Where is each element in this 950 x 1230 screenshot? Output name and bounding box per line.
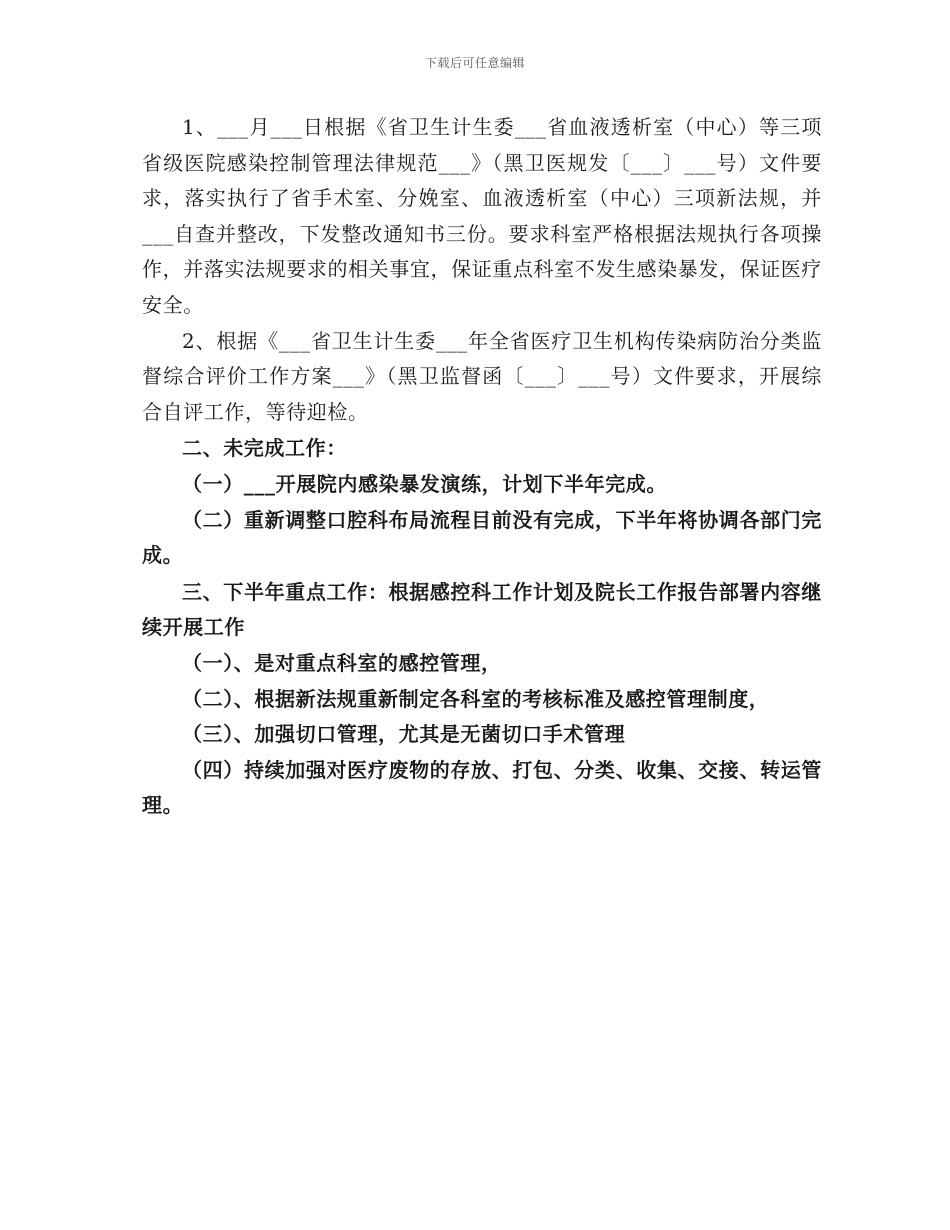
incomplete-item-1: （一）___开展院内感染暴发演练，计划下半年完成。 [182,471,667,496]
key-work-item-1: （一）、是对重点科室的感控管理， [182,650,502,675]
key-work-item-3: （三）、加强切口管理，尤其是无菌切口手术管理 [182,722,626,747]
paragraph-item-2: 2、根据《___省卫生计生委___年全省医疗卫生机构传染病防治分类监督综合评价工作方案___》（黑卫监督函〔___〕___号）文件要求，开展综合自评工作，等待迎检。 [142,328,822,424]
incomplete-item-2: （二）重新调整口腔科布局流程目前没有完成，下半年将协调各部门完成。 [142,507,822,568]
section-heading-incomplete-work: 二、未完成工作： [182,436,347,461]
document-body [142,110,822,824]
header-note: 下载后可任意编辑 [424,56,525,70]
key-work-item-4: （四）持续加强对医疗废物的存放、打包、分类、收集、交接、转运管理。 [142,757,822,818]
section-heading-key-work: 三、下半年重点工作：根据感控科工作计划及院长工作报告部署内容继续开展工作 [142,579,822,640]
paragraph-item-1: 1、___月___日根据《省卫生计生委___省血液透析室（中心）等三项省级医院感染控制管理法律规范___》（黑卫医规发〔___〕___号）文件要求，落实执行了省手术室、分娩室、血液透析室（中心）三项新法规，并___自查并整改，下发整改通知书三份。要求科室严格根据法规执行各项操作，并落实法规要求的相关事宜，保证重点科室不发生感染暴发，保证医疗安全。 [142,115,822,317]
key-work-item-2: （二）、根据新法规重新制定各科室的考核标准及感控管理制度， [182,686,770,711]
